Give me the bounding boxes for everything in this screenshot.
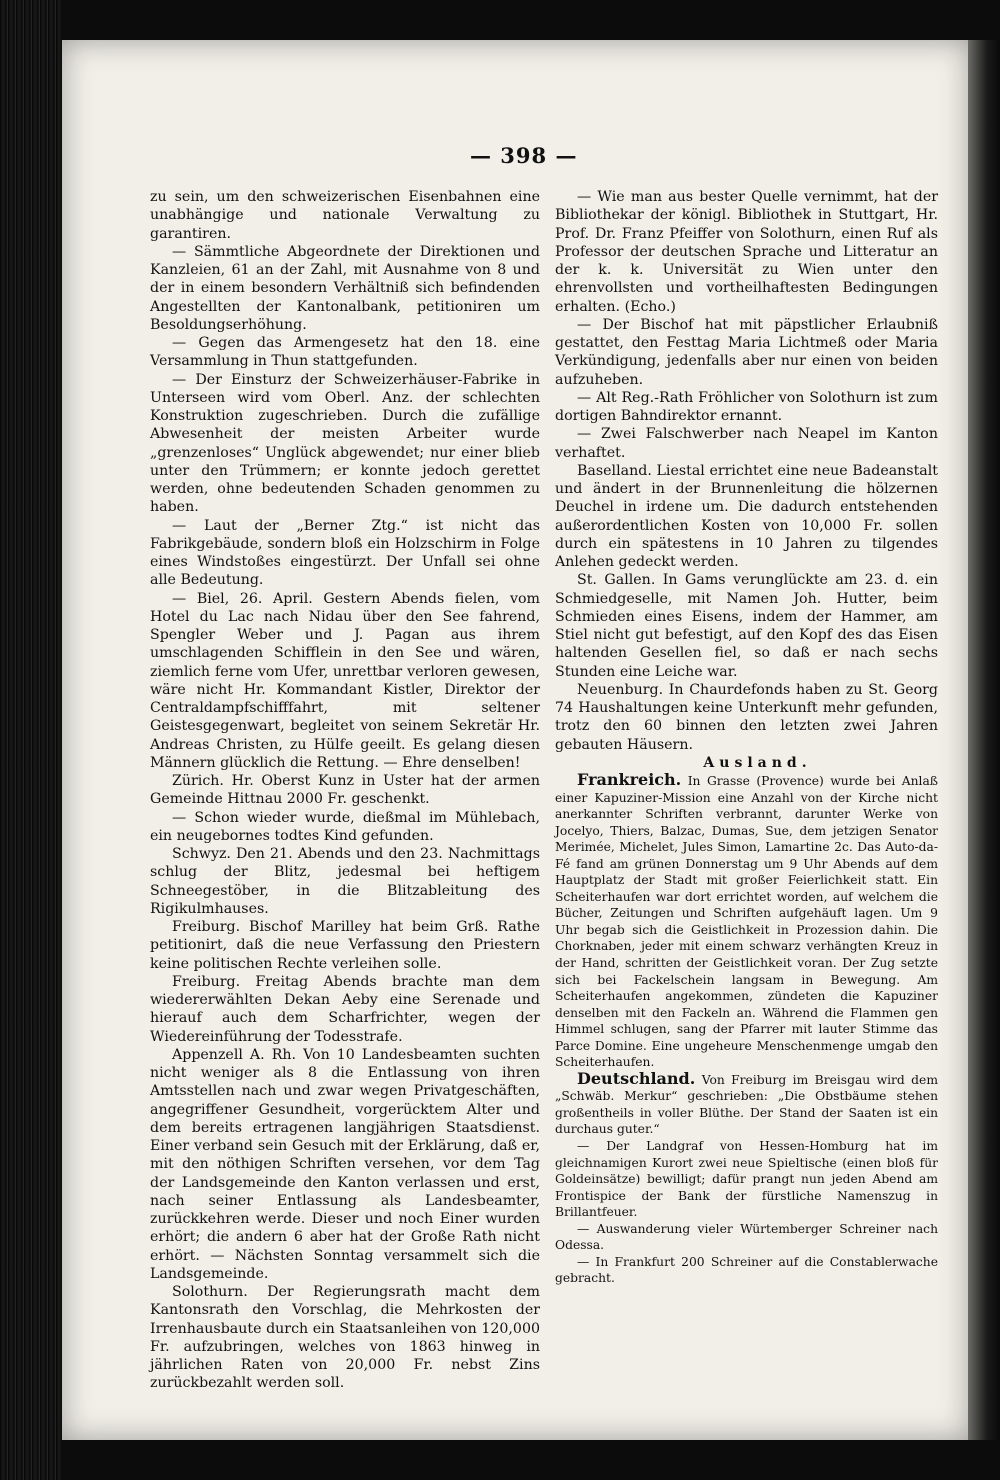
- article-paragraph: Baselland. Liestal errichtet eine neue Badeanstalt und ändert in der Brunnenleitung die hölzernen Deuchel in irdene um. Die dadurch entstehenden außerordentlichen Kosten von 10,000 Fr. sollen durch ein spätestens in 10 Jahren zu tilgendes Anlehen gedeckt werden.: [555, 462, 938, 570]
- article-paragraph: — Gegen das Armengesetz hat den 18. eine Versammlung in Thun stattgefunden.: [150, 335, 540, 370]
- article-paragraph: — Alt Reg.-Rath Fröhlicher von Solothurn ist zum dortigen Bahndirektor ernannt.: [555, 389, 938, 424]
- article-paragraph: St. Gallen. In Gams verunglückte am 23. d. ein Schmiedgeselle, mit Namen Joh. Hutter, beim Schmieden eines Eisens, indem der Hammer, am Stiel nicht gut befestigt, auf den Kopf des das Eisen haltenden Gesellen fiel, so daß er nach sechs Stunden eine Leiche war.: [555, 572, 938, 680]
- article-paragraph: — Der Bischof hat mit päpstlicher Erlaubniß gestattet, den Festtag Maria Lichtmeß oder Maria Verkündigung, jedenfalls aber nur einen von beiden aufzuheben.: [555, 316, 938, 388]
- article-paragraph: Freiburg. Freitag Abends brachte man dem wiedererwählten Dekan Aeby eine Serenade und hierauf auch dem Scharfrichter, wegen der Wiedereinführung der Todesstrafe.: [150, 973, 540, 1045]
- book-binding: [0, 0, 62, 1480]
- country-heading-frankreich: Frankreich.: [577, 770, 682, 789]
- article-paragraph: Appenzell A. Rh. Von 10 Landesbeamten suchten nicht weniger als 8 die Entlassung von ihren Amtsstellen nach und zwar wegen Privatgeschäften, angegriffener Gesundheit, vorgerücktem Alter und dem bereits ertragenen langjährigen Staatsdienst. Einer verband sein Gesuch mit der Erklärung, daß er, mit den nöthigen Schriften versehen, vor dem Tag der Landsgemeinde den Kanton verlassen und erst, nach seiner Entlassung als Landesbeamter, zurückkehren werde. Dieser und noch Einer wurden erhört; die andern 6 aber hat der Große Rath nicht erhört. — Nächsten Sonntag versammelt sich die Landsgemeinde.: [150, 1046, 540, 1282]
- article-paragraph: — Sämmtliche Abgeordnete der Direktionen und Kanzleien, 61 an der Zahl, mit Ausnahme von 8 und der in einem besondern Verhältniß sich befindenden Angestellten der Kantonalbank, petitioniren um Besoldungserhöhung.: [150, 243, 540, 333]
- deutschland-text: Von Freiburg im Breisgau wird dem „Schwäb. Merkur“ geschrieben: „Die Obstbäume stehen großentheils in voller Blüthe. Der Stand der Saaten ist ein durchaus guter.“: [555, 1072, 938, 1137]
- article-paragraph: Neuenburg. In Chaurdefonds haben zu St. Georg 74 Haushaltungen keine Unterkunft mehr gefunden, trotz den 60 binnen den letzten zwei Jahren gebauten Häusern.: [555, 681, 938, 753]
- article-paragraph: — Zwei Falschwerber nach Neapel im Kanton verhaftet.: [555, 426, 938, 461]
- article-paragraph: Schwyz. Den 21. Abends und den 23. Nachmittags schlug der Blitz, jedesmal bei heftigem Schneegestöber, in die Blitzableitung des Rigikulmhauses.: [150, 846, 540, 917]
- article-frankreich: [555, 772, 938, 1071]
- article-paragraph: — Der Einsturz der Schweizerhäuser-Fabrike in Unterseen wird vom Oberl. Anz. der schlechten Konstruktion zugeschrieben. Durch die zufällige Abwesenheit der meisten Arbeiter wurde „grenzenloses“ Unglück abgewendet; nur einer blieb unter den Trümmern; er konnte jedoch gerettet werden, ohne bedeutenden Schaden genommen zu haben.: [150, 371, 540, 516]
- article-paragraph: — Schon wieder wurde, dießmal im Mühlebach, ein neugebornes todtes Kind gefunden.: [150, 809, 540, 844]
- left-column: [150, 188, 540, 1393]
- article-paragraph: — Wie man aus bester Quelle vernimmt, hat der Bibliothekar der königl. Bibliothek in Stuttgart, Hr. Prof. Dr. Franz Pfeiffer von Solothurn, einen Ruf als Professor der deutschen Sprache und Litteratur an der k. k. Universität zu Wien unter den ehrenvollsten und vortheilhaftesten Bedingungen erhalten. (Echo.): [555, 189, 938, 315]
- article-paragraph: — In Frankfurt 200 Schreiner auf die Constablerwache gebracht.: [555, 1254, 938, 1286]
- article-paragraph: Zürich. Hr. Oberst Kunz in Uster hat der armen Gemeinde Hittnau 2000 Fr. geschenkt.: [150, 773, 540, 808]
- section-heading-ausland: Ausland.: [703, 754, 812, 771]
- page-number: — 398 —: [470, 143, 578, 168]
- article-paragraph: — Laut der „Berner Ztg.“ ist nicht das Fabrikgebäude, sondern bloß ein Holzschirm in Folge eines Windstoßes eingestürzt. Der Unfall sei ohne alle Bedeutung.: [150, 517, 540, 589]
- country-heading-deutschland: Deutschland.: [577, 1068, 696, 1088]
- article-paragraph: Freiburg. Bischof Marilley hat beim Grß. Rathe petitionirt, daß die neue Verfassung den Priestern keine politischen Rechte verleihen solle.: [150, 919, 540, 972]
- article-paragraph: — Biel, 26. April. Gestern Abends fielen, vom Hotel du Lac nach Nidau über den See fahrend, Spengler Weber und J. Pagan aus ihrem umschlagenden Schifflein in den See und wären, ziemlich ferne vom Ufer, unrettbar verloren gewesen, wäre nicht Hr. Kommandant Kistler, Direktor der Centraldampfschifffahrt, mit seltener Geistesgegenwart, begleitet von seinem Sekretär Hr. Andreas Christen, zu Hülfe geeilt. Es gelang diesen Männern glücklich die Rettung. — Ehre denselben!: [150, 590, 540, 771]
- article-paragraph: Solothurn. Der Regierungsrath macht dem Kantonsrath den Vorschlag, die Mehrkosten der Irrenhausbaute durch ein Staatsanleihen von 120,000 Fr. aufzubringen, welches von 1863 hinweg in jährlichen Raten von 20,000 Fr. nebst Zins zurückbezahlt werden soll.: [150, 1284, 540, 1392]
- article-paragraph: zu sein, um den schweizerischen Eisenbahnen eine unabhängige und nationale Verwaltung zu garantiren.: [150, 189, 540, 242]
- article-paragraph: — Auswanderung vieler Würtemberger Schreiner nach Odessa.: [555, 1221, 938, 1253]
- article-deutschland: [555, 1068, 938, 1138]
- page-edge-shadow: [968, 40, 1000, 1440]
- frankreich-text: In Grasse (Provence) wurde bei Anlaß einer Kapuziner-Mission eine Anzahl von der Kirche nicht anerkannter Schriften verbrannt, darunter Werke von Jocelyo, Thiers, Balzac, Dumas, Sue, dem jetzigen Senator Merimée, Michelet, Jules Simon, Lamartine 2c. Das Auto-da-Fé fand am grünen Donnerstag um 9 Uhr Abends auf dem Hauptplatz der Stadt mit großer Feierlichkeit statt. Ein Scheiterhaufen war dort errichtet worden, auf welchem die Bücher, Zeitungen und Schriften aufgehäuft lagen. Um 9 Uhr begab sich die Geistlichkeit in Prozession dahin. Die Chorknaben, jeder mit einem schwarz verhängten Kreuz in der Hand, schritten der Geistlichkeit voran. Der Zug setzte sich bei Fackelschein langsam in Bewegung. Am Scheiterhaufen angekommen, zündeten die Kapuziner denselben mit den Fackeln an. Während die Flammen gen Himmel schlugen, sang der Pfarrer mit lauter Stimme das Parce Domine. Eine ungeheure Menschenmenge umgab den Scheiterhaufen.: [555, 774, 938, 1070]
- right-column: [555, 188, 938, 1287]
- article-paragraph: — Der Landgraf von Hessen-Homburg hat im gleichnamigen Kurort zwei neue Spieltische (einen bloß für Goldeinsätze) bewilligt; dafür prangt nun jeden Abend am Frontispice der Bank der fürstliche Namenszug in Brillantfeuer.: [555, 1139, 938, 1220]
